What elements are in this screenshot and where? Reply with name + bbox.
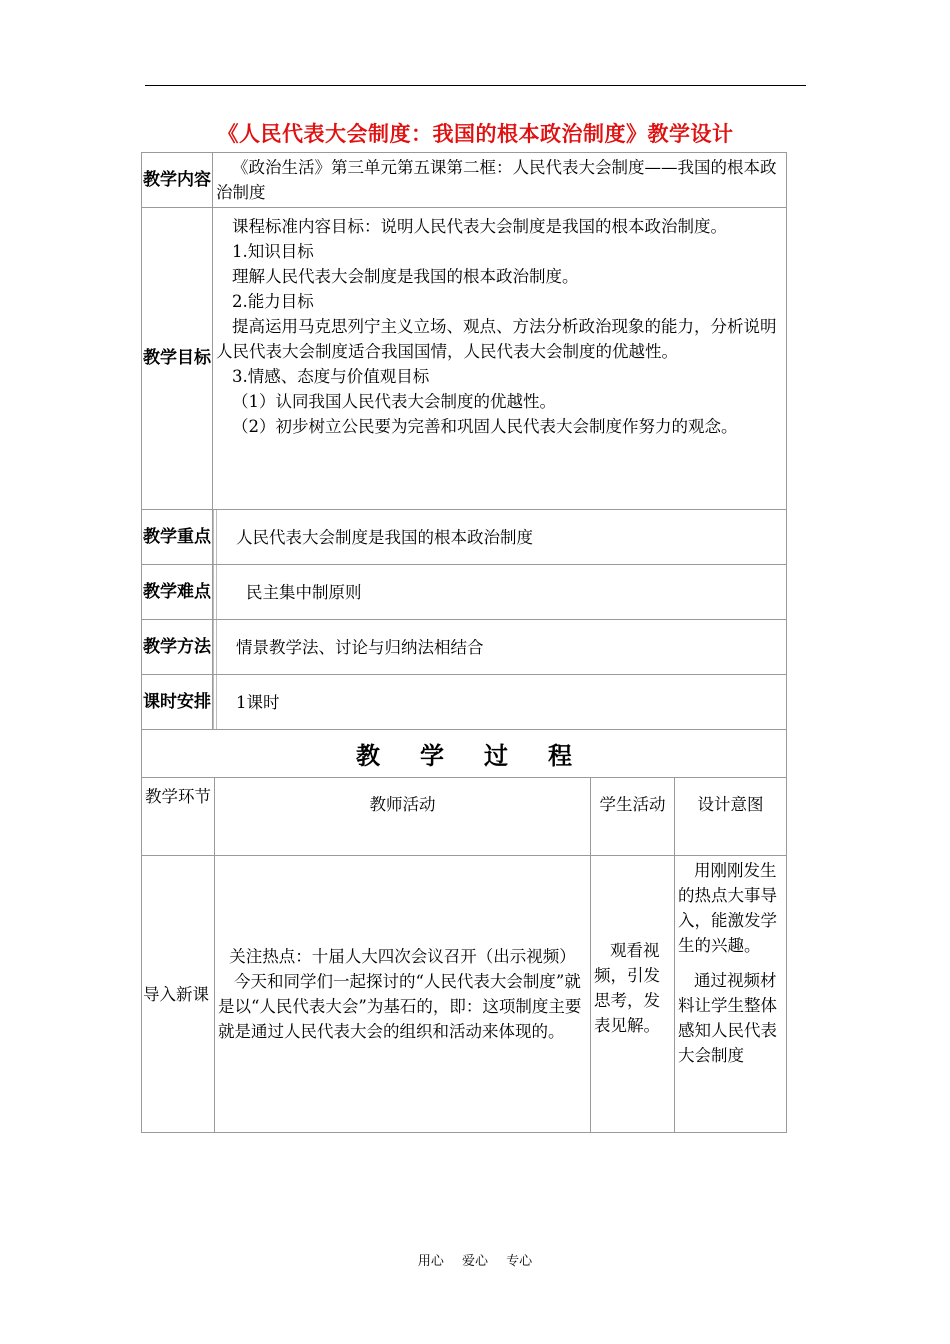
objectives-text (213, 208, 786, 509)
row-method (142, 620, 786, 675)
objective-line: （1）认同我国人民代表大会制度的优越性。 (232, 392, 556, 411)
row-content (142, 153, 786, 208)
label-key-point: 教学重点 (142, 510, 213, 564)
page-footer: 用心 爱心 专心 (417, 1254, 533, 1269)
stage-intro: 导入新课 (142, 856, 215, 1132)
label-difficulty: 教学难点 (142, 565, 213, 619)
objective-line: 2.能力目标 (232, 292, 314, 311)
lesson-plan-table (141, 152, 787, 1133)
objective-line: 3.情感、态度与价值观目标 (232, 367, 430, 386)
document-title: 《人民代表大会制度：我国的根本政治制度》教学设计 (217, 122, 734, 146)
header-student: 学生活动 (591, 778, 675, 855)
key-point-text: 人民代表大会制度是我国的根本政治制度 (213, 510, 786, 564)
label-method: 教学方法 (142, 620, 213, 674)
row-schedule (142, 675, 786, 730)
schedule-text: 1课时 (213, 675, 786, 729)
method-text: 情景教学法、讨论与归纳法相结合 (213, 620, 786, 674)
label-content: 教学内容 (142, 153, 213, 207)
objective-line: 1.知识目标 (232, 242, 314, 261)
design-intent: 用刚刚发生的热点大事导入，能激发学生的兴趣。 通过视频材料让学生整体感知人民代表大会制度 (678, 861, 777, 1065)
teacher-activity: 关注热点：十届人大四次会议召开（出示视频） 今天和同学们一起探讨的“人民代表大会制度”就是以“人民代表大会”为基石的，即：这项制度主要就是通过人民代表大会的组织和活动来体现的。 (215, 856, 591, 1132)
row-key-point (142, 510, 786, 565)
label-schedule: 课时安排 (142, 675, 213, 729)
content-text: 《政治生活》第三单元第五课第二框：人民代表大会制度——我国的根本政治制度 (216, 158, 777, 202)
objective-line: （2）初步树立公民要为完善和巩固人民代表大会制度作努力的观念。 (232, 417, 738, 436)
process-header-row (142, 778, 786, 856)
header-intent: 设计意图 (697, 795, 764, 814)
objective-line: 理解人民代表大会制度是我国的根本政治制度。 (232, 267, 579, 286)
label-objectives: 教学目标 (142, 208, 213, 509)
objective-line: 提高运用马克思列宁主义立场、观点、方法分析政治现象的能力，分析说明人民代表大会制度适合我国国情，人民代表大会制度的优越性。 (216, 317, 777, 361)
header-rule (145, 85, 806, 86)
process-row-intro (142, 856, 786, 1132)
objective-line: 课程标准内容目标：说明人民代表大会制度是我国的根本政治制度。 (232, 217, 727, 236)
header-stage: 教学环节 (142, 778, 215, 855)
student-activity: 观看视频，引发思考，发表见解。 (591, 856, 675, 1132)
difficulty-text: 民主集中制原则 (213, 565, 786, 619)
header-teacher: 教师活动 (215, 778, 591, 855)
process-title: 教学过程 (142, 730, 786, 778)
row-objectives (142, 208, 786, 510)
row-difficulty (142, 565, 786, 620)
